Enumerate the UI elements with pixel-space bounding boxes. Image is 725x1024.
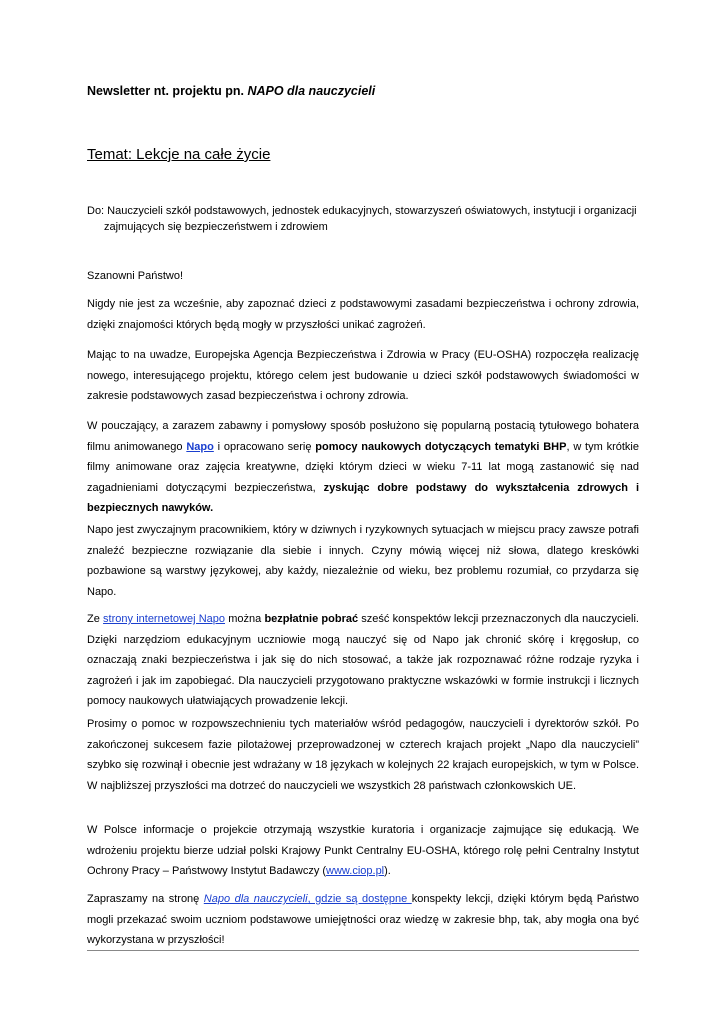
p3-text-a: W pouczający, a zarazem zabawny i pomysłowy sposób posłużono się popularną postacią tytułowego bohatera filmu animowanego bbox=[87, 420, 639, 453]
p5-bold: bezpłatnie pobrać bbox=[264, 613, 359, 625]
title-italic: NAPO dla nauczycieli bbox=[247, 84, 376, 98]
newsletter-title bbox=[87, 84, 375, 98]
subject-heading: Temat: Lekcje na całe życie bbox=[87, 146, 271, 163]
footer-rule bbox=[87, 950, 639, 951]
p7-text-a: W Polsce informacje o projekcie otrzymają wszystkie kuratoria i organizacje zajmujące się edukacją. We wdrożeniu projektu bierze udział polski Krajowy Punkt Centralny EU-OSHA, którego rolę pełni Centralny Instytut Ochrony Pracy – Państwowy Instytut Badawczy ( bbox=[87, 824, 639, 878]
p3-text-b: i opracowano serię bbox=[213, 440, 316, 453]
ciop-link[interactable]: www.ciop.pl bbox=[326, 865, 385, 878]
p3-text-c: , w tym krótkie filmy animowane oraz zajęcia kreatywne, dzięki którym dzieci w wieku 7-11 lat mogą zastanowić się nad zagadnieniami dotyczącymi bezpieczeństwa, bbox=[87, 440, 639, 494]
paragraph-3 bbox=[87, 416, 639, 519]
paragraph-2: Mając to na uwadze, Europejska Agencja Bezpieczeństwa i Zdrowia w Pracy (EU-OSHA) rozpoczęła realizację nowego, interesującego projektu, którego celem jest budowanie u dzieci szkół podstawowych świadomości w zakresie podstawowych zasad bezpieczeństwa i ochrony zdrowia. bbox=[87, 349, 639, 403]
p7-text-b: ). bbox=[384, 865, 391, 878]
p8-link-italic: Napo dla nauczycieli bbox=[203, 893, 308, 905]
napo-website-link[interactable]: strony internetowej Napo bbox=[103, 613, 226, 625]
p8-link-rest: , gdzie są dostępne bbox=[307, 893, 412, 905]
p5-text-b: można bbox=[225, 613, 265, 625]
paragraph-6: Prosimy o pomoc w rozpowszechnieniu tych materiałów wśród pedagogów, nauczycieli i dyrektorów szkół. Po zakończonej sukcesem fazie pilotażowej przeprowadzonej w czterech krajach projekt „Napo dla nauczycieli” szybko się rozwinął i obecnie jest wdrażany w 18 językach w kolejnych 22 krajach europejskich, w tym w Polsce. W najbliższej przyszłości ma dotrzeć do nauczycieli we wszystkich 28 państwach członkowskich UE. bbox=[87, 718, 639, 792]
paragraph-5 bbox=[87, 609, 639, 712]
napo-teachers-link[interactable] bbox=[204, 893, 412, 905]
recipients bbox=[87, 204, 639, 235]
recipients-line-2: zajmujących się bezpieczeństwem i zdrowiem bbox=[104, 220, 328, 233]
p5-text-a: Ze bbox=[87, 613, 104, 625]
p8-text-a: Zapraszamy na stronę bbox=[87, 893, 204, 905]
recipients-line-1: Do: Nauczycieli szkół podstawowych, jednostek edukacyjnych, stowarzyszeń oświatowych, instytucji i organizacji bbox=[87, 205, 637, 217]
paragraph-7 bbox=[87, 820, 639, 882]
title-plain: Newsletter nt. projektu pn. bbox=[87, 84, 248, 98]
p8-text-b: konspekty lekcji, dzięki którym będą Państwo mogli przekazać swoim uczniom podstawowe umiejętności oraz wiedzę w zakresie bhp, tak, aby mogła ona być wykorzystana w przyszłości! bbox=[87, 893, 640, 947]
greeting: Szanowni Państwo! bbox=[87, 270, 183, 282]
p3-bold-1: pomocy naukowych dotyczących tematyki BHP bbox=[315, 440, 567, 453]
paragraph-8 bbox=[87, 889, 639, 951]
paragraph-1: Nigdy nie jest za wcześnie, aby zapoznać dzieci z podstawowymi zasadami bezpieczeństwa i ochrony zdrowia, dzięki znajomości których będą mogły w przyszłości unikać zagrożeń. bbox=[87, 298, 639, 331]
p3-bold-2: zyskując dobre podstawy do wykształcenia zdrowych i bezpiecznych nawyków. bbox=[87, 481, 639, 515]
napo-link[interactable]: Napo bbox=[186, 440, 214, 453]
paragraph-4: Napo jest zwyczajnym pracownikiem, który w dziwnych i ryzykownych sytuacjach w miejscu pracy zawsze potrafi znaleźć bezpieczne rozwiązanie dla siebie i innych. Czyny mówią więcej niż słowa, dlatego kreskówki pozbawione są warstwy językowej, aby każdy, niezależnie od wieku, bez problemu rozumiał, co przydarza się Napo. bbox=[87, 524, 639, 598]
p5-text-c: sześć konspektów lekcji przeznaczonych dla nauczycieli. Dzięki narzędziom edukacyjnym uczniowie mogą nauczyć się od Napo jak chronić skórę i kręgosłup, co oznaczają znaki bezpieczeństwa i jak się do nich stosować, a także jak rozpoznawać różne rodzaje ryzyka i zagrożeń i jak im zapobiegać. Dla nauczycieli przygotowano praktyczne wskazówki w formie instrukcji i licznych pomocy naukowych ułatwiających prowadzenie lekcji. bbox=[87, 613, 639, 708]
